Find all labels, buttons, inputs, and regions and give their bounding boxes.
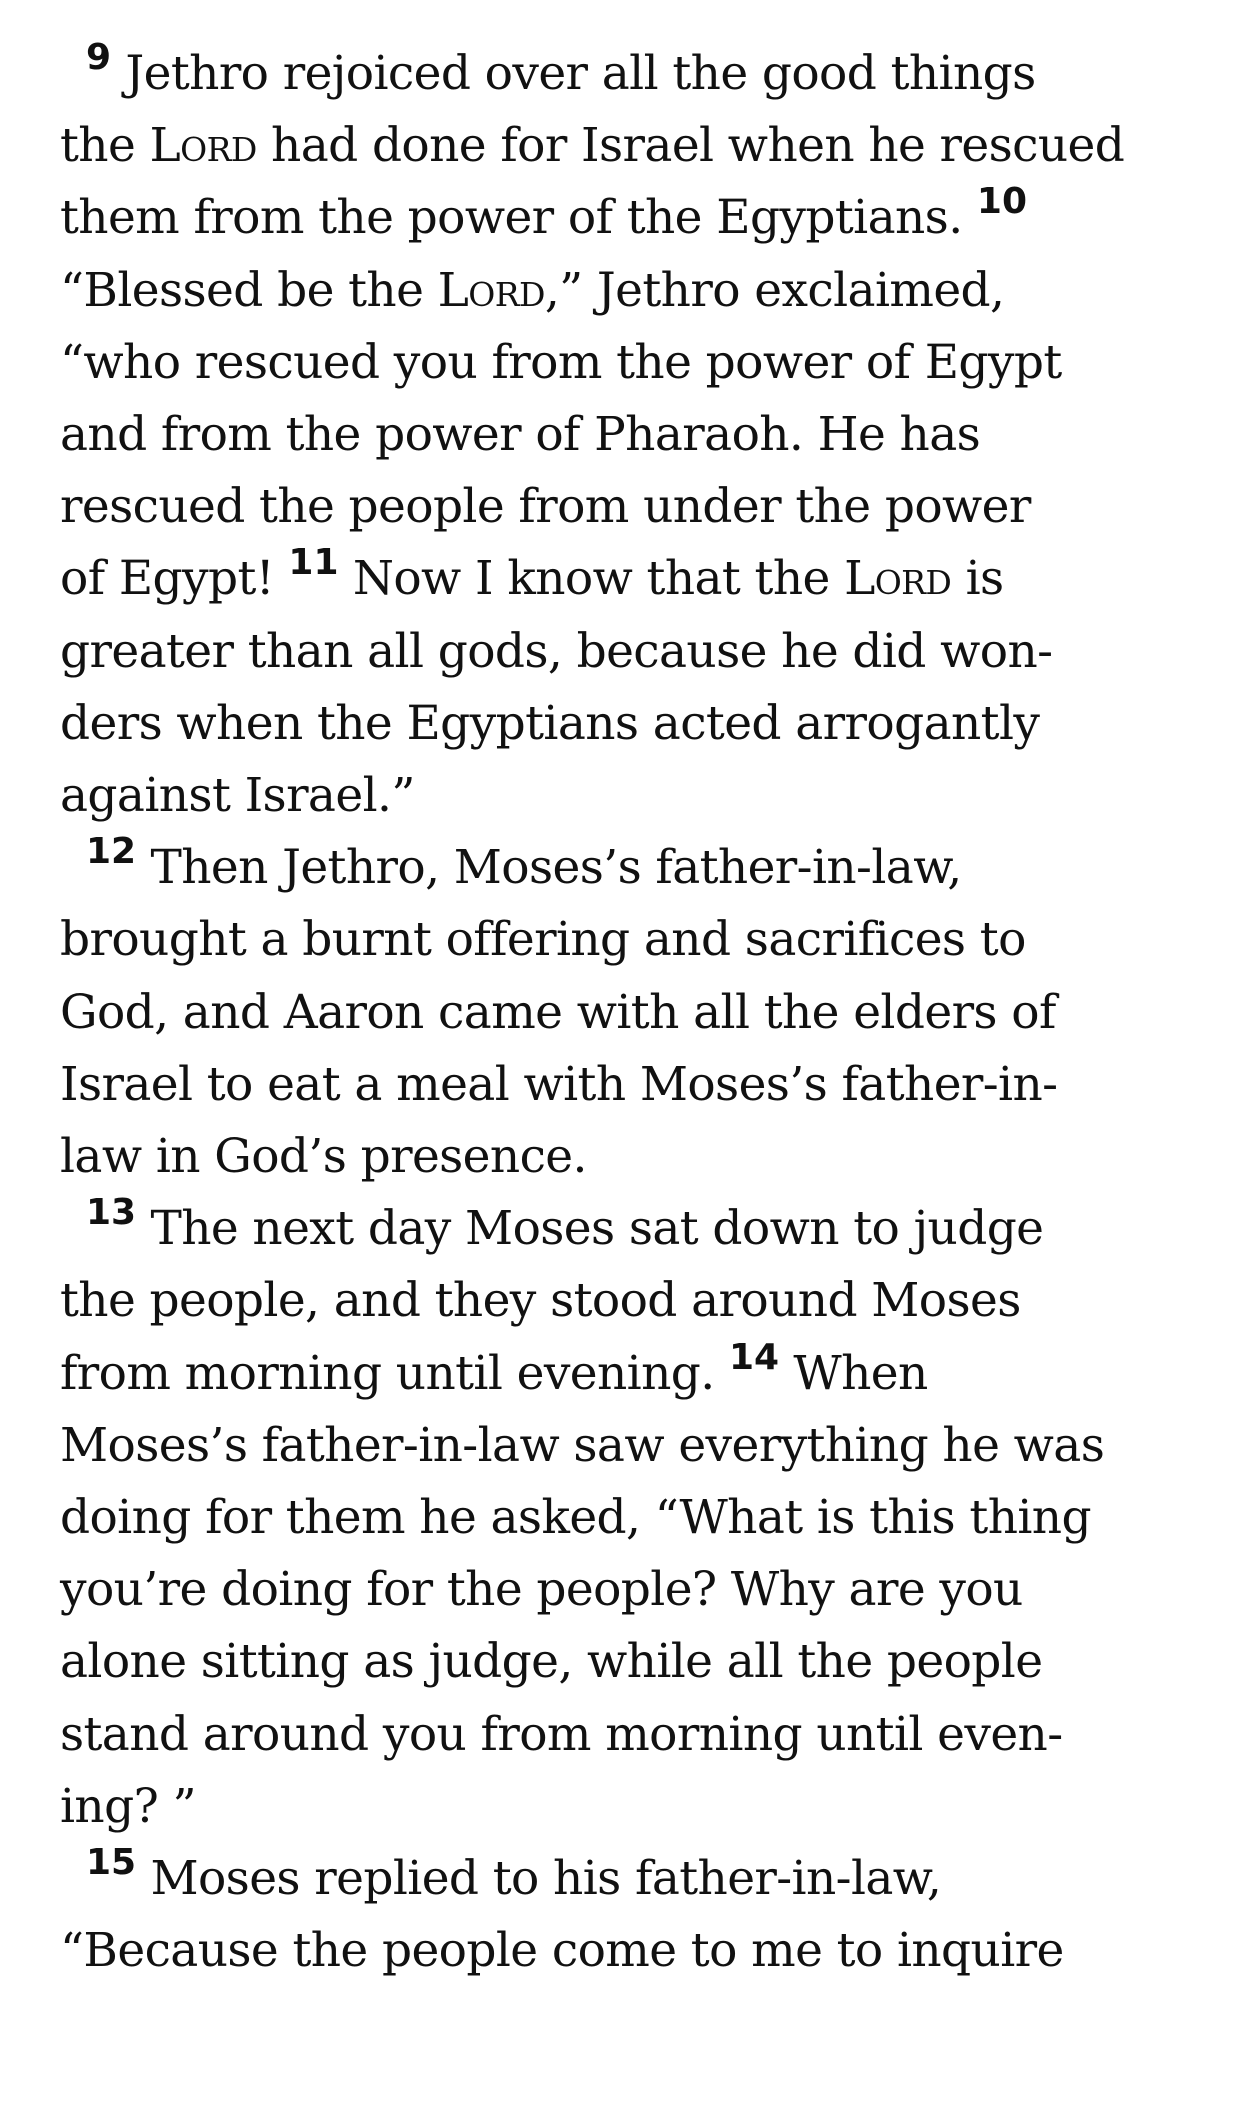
verse-text: alone sitting as judge, while all the people: [60, 1634, 1043, 1690]
text-line: [86, 1843, 941, 1919]
verse-text: Moses’s father-in-law saw everything he was: [60, 1417, 1105, 1473]
verse-text: “Blessed be the: [60, 262, 438, 318]
verse-text: When: [779, 1345, 928, 1401]
verse-text: the people, and they stood around Moses: [60, 1273, 1021, 1329]
verse-text: them from the power of the Egyptians.: [60, 190, 977, 246]
text-line: [60, 1482, 1091, 1554]
divine-name: Lord: [437, 262, 545, 318]
verse-text: ,” Jethro exclaimed,: [544, 262, 1005, 318]
text-line: [60, 1410, 1104, 1482]
verse-text: Moses replied to his father-in-law,: [136, 1851, 942, 1906]
text-line: [60, 688, 1039, 760]
text-line: [60, 1121, 587, 1193]
verse-text: of Egypt!: [60, 551, 289, 607]
verse-text: against Israel.”: [60, 768, 415, 823]
verse-text: rescued the people from under the power: [60, 479, 1031, 535]
text-line: [86, 1193, 1043, 1269]
text-line: [60, 616, 1052, 688]
text-line: [60, 1699, 1063, 1771]
text-line: [60, 1626, 1042, 1698]
verse-number: 12: [86, 831, 137, 873]
verse-text: and from the power of Pharaoh. He has: [60, 407, 981, 462]
verse-text: Now I know that the: [338, 551, 845, 607]
verse-text: the: [60, 118, 150, 174]
verse-number: 9: [86, 37, 112, 78]
verse-number: 13: [86, 1192, 137, 1234]
text-line: [60, 904, 1026, 976]
text-line: [60, 182, 1027, 258]
verse-text: law in God’s presence.: [60, 1129, 587, 1184]
verse-text: is: [951, 551, 1004, 607]
text-line: [86, 832, 962, 908]
verse-text: God, and Aaron came with all the elders of: [60, 984, 1056, 1040]
text-line: [60, 543, 1004, 619]
verse-number: 11: [288, 542, 339, 584]
text-line: [60, 1771, 196, 1843]
verse-text: from morning until evening.: [60, 1345, 729, 1401]
verse-text: Israel to eat a meal with Moses’s father-in-: [60, 1056, 1058, 1112]
text-line: [60, 1554, 1023, 1626]
verse-text: stand around you from morning until even-: [60, 1706, 1063, 1762]
verse-text: ders when the Egyptians acted arrogantly: [60, 695, 1040, 751]
verse-text: had done for Israel when he rescued: [256, 118, 1125, 174]
text-line: [60, 399, 980, 471]
verse-text: “who rescued you from the power of Egypt: [60, 334, 1062, 390]
verse-text: ing? ”: [60, 1778, 196, 1834]
text-line: [60, 1049, 1057, 1121]
verse-text: The next day Moses sat down to judge: [136, 1201, 1044, 1257]
verse-text: “Because the people come to me to inquire: [60, 1923, 1064, 1979]
text-line: [60, 1265, 1021, 1337]
verse-number: 14: [728, 1336, 780, 1378]
verse-text: doing for them he asked, “What is this thing: [60, 1490, 1091, 1545]
verse-text: Then Jethro, Moses’s father-in-law,: [136, 840, 962, 896]
verse-number: 15: [86, 1842, 137, 1883]
divine-name: Lord: [844, 551, 952, 607]
verse-text: you’re doing for the people? Why are you: [60, 1562, 1023, 1618]
text-line: [60, 1915, 1064, 1987]
text-line: [60, 977, 1056, 1049]
divine-name: Lord: [149, 118, 257, 174]
verse-text: greater than all gods, because he did won-: [60, 623, 1053, 679]
text-line: [60, 471, 1031, 543]
verse-text: Jethro rejoiced over all the good things: [111, 46, 1036, 101]
text-line: [60, 327, 1062, 399]
text-line: [60, 110, 1124, 182]
text-line: [60, 1338, 928, 1414]
text-line: [60, 760, 415, 832]
verse-number: 10: [976, 181, 1027, 223]
text-line: [60, 255, 1004, 327]
verse-text: brought a burnt offering and sacrifices to: [60, 912, 1026, 968]
text-line: [86, 38, 1036, 114]
